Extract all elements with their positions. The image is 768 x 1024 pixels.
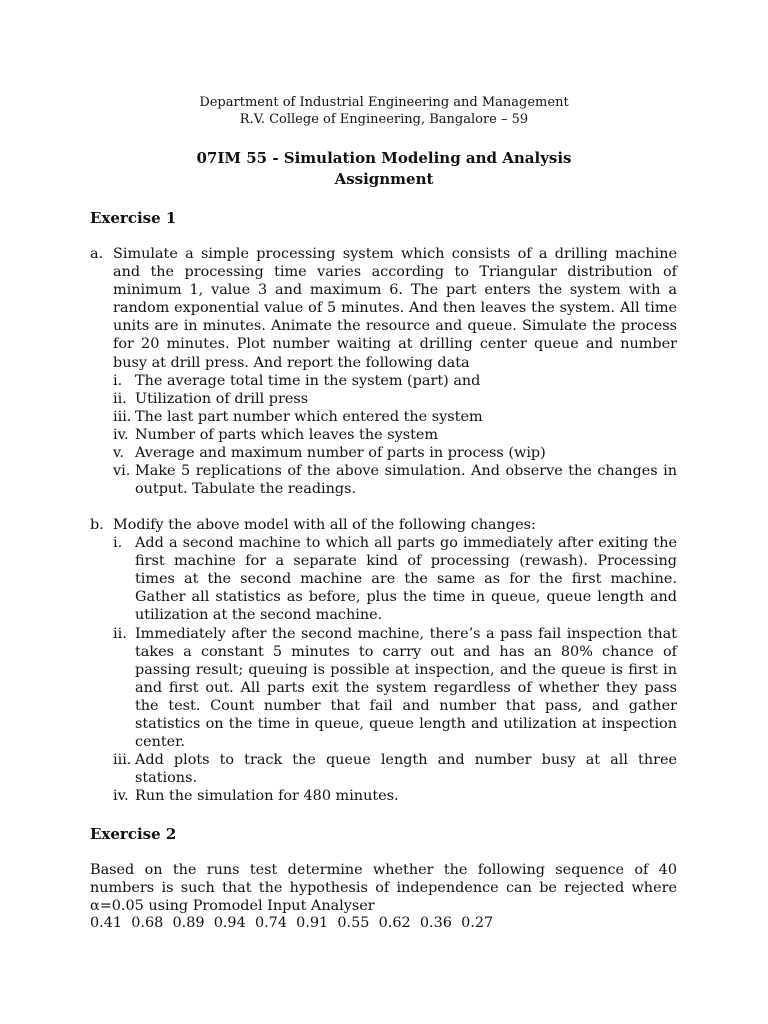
list-item bbox=[113, 444, 677, 462]
list-marker: iii. bbox=[113, 408, 132, 425]
part-b-sublist bbox=[113, 534, 677, 805]
part-a-text: Simulate a simple processing system which consists of a drilling machine and the processing time varies according to Triangular distribution of minimum 1, value 3 and maximum 6. The part enters the system with a random exponential value of 5 minutes. And then leaves the system. All time units are in minutes. Animate the resource and queue. Simulate the process for 20 minutes. Plot number waiting at drilling center queue and number busy at drill press. And report the following data bbox=[113, 246, 677, 371]
sequence-number: 0.62 bbox=[378, 915, 411, 931]
exercise-2-heading: Exercise 2 bbox=[90, 825, 177, 843]
number-sequence bbox=[90, 914, 502, 932]
list-marker: vi. bbox=[113, 463, 131, 480]
exercise-2-text: Based on the runs test determine whether the following sequence of 40 numbers is such that the hypothesis of independence can be rejected where α=0.05 using Promodel Input Analyser bbox=[90, 862, 677, 915]
list-marker: iv. bbox=[113, 426, 129, 443]
document-header bbox=[0, 94, 768, 128]
list-item bbox=[90, 516, 677, 806]
list-item bbox=[113, 787, 677, 805]
sequence-number: 0.74 bbox=[254, 915, 287, 931]
part-b-text: Modify the above model with all of the following changes: bbox=[113, 517, 536, 533]
list-item-text: Immediately after the second machine, there’s a pass fail inspection that takes a constant 5 minutes to carry out and has an 80% chance of passing result; queuing is possible at inspection, and the queue is first in and first out. All parts exit the system regardless of whether they pass the test. Count number that fail and number that pass, and gather statistics on the time in queue, queue length and utilization at inspection center. bbox=[135, 625, 677, 751]
exercise-1-part-b bbox=[90, 516, 677, 806]
list-item bbox=[113, 625, 677, 752]
list-marker: i. bbox=[113, 535, 123, 552]
sequence-number: 0.89 bbox=[172, 915, 205, 931]
list-marker: b. bbox=[90, 517, 104, 533]
sequence-number: 0.27 bbox=[461, 915, 494, 931]
list-item-text: The average total time in the system (part) and bbox=[135, 372, 481, 389]
list-item bbox=[90, 245, 677, 498]
sequence-number: 0.55 bbox=[337, 915, 370, 931]
list-item bbox=[113, 372, 677, 390]
list-marker: i. bbox=[113, 372, 123, 389]
list-item bbox=[113, 534, 677, 624]
list-item bbox=[113, 390, 677, 408]
list-marker: iii. bbox=[113, 752, 132, 769]
part-a-sublist bbox=[113, 372, 677, 499]
sequence-number: 0.94 bbox=[213, 915, 246, 931]
assignment-label: Assignment bbox=[334, 170, 434, 188]
list-item bbox=[113, 408, 677, 426]
exercise-1-heading: Exercise 1 bbox=[90, 209, 177, 227]
list-marker: ii. bbox=[113, 390, 127, 407]
college-name: R.V. College of Engineering, Bangalore – 59 bbox=[239, 112, 529, 127]
list-marker: v. bbox=[113, 445, 124, 462]
department-name: Department of Industrial Engineering and Management bbox=[199, 95, 569, 110]
list-marker: ii. bbox=[113, 625, 127, 642]
course-title: 07IM 55 - Simulation Modeling and Analysis bbox=[196, 149, 572, 167]
list-item bbox=[113, 462, 677, 498]
list-item bbox=[113, 426, 677, 444]
list-item-text: Run the simulation for 480 minutes. bbox=[135, 788, 399, 805]
list-item-text: Add plots to track the queue length and number busy at all three stations. bbox=[135, 752, 677, 787]
sequence-number: 0.91 bbox=[296, 915, 329, 931]
sequence-number: 0.36 bbox=[419, 915, 452, 931]
list-item-text: Make 5 replications of the above simulation. And observe the changes in output. Tabulate the readings. bbox=[135, 463, 677, 498]
list-item-text: Add a second machine to which all parts go immediately after exiting the first machine for a separate kind of processing (rewash). Processing times at the second machine are the same as for the first machine. Gather all statistics as before, plus the time in queue, queue length and utilization at the second machine. bbox=[135, 535, 677, 624]
list-item-text: The last part number which entered the system bbox=[135, 408, 483, 425]
list-marker: iv. bbox=[113, 788, 129, 805]
list-marker: a. bbox=[90, 246, 104, 262]
list-item-text: Average and maximum number of parts in process (wip) bbox=[135, 445, 546, 462]
document-title bbox=[0, 148, 768, 190]
list-item-text: Utilization of drill press bbox=[135, 390, 309, 407]
exercise-1-part-a bbox=[90, 245, 677, 498]
list-item bbox=[113, 751, 677, 787]
sequence-number: 0.41 bbox=[90, 915, 123, 931]
sequence-number: 0.68 bbox=[131, 915, 164, 931]
list-item-text: Number of parts which leaves the system bbox=[135, 426, 439, 443]
